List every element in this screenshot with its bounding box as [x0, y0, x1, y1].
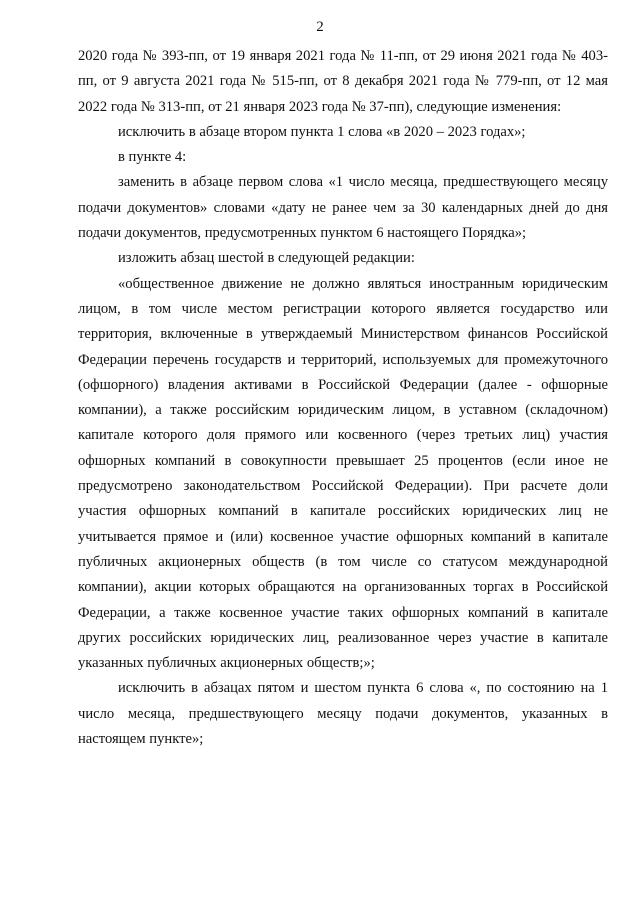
paragraph-amend-point-6: исключить в абзацах пятом и шестом пункта 6 слова «, по состоянию на 1 число месяца, предшествующего месяцу подачи документов, указанных в настоящем пункте»;: [78, 680, 608, 748]
paragraph-new-wording-intro: изложить абзац шестой в следующей редакции:: [118, 250, 415, 267]
document-body: [78, 44, 608, 752]
paragraph-replace-words: заменить в абзаце первом слова «1 число месяца, предшествующего месяцу подачи документов» словами «дату не ранее чем за 30 календарных дней до дня подачи документов, предусмотренных пунктом 6 настоящего Порядка»;: [78, 174, 608, 242]
paragraph-offshore-requirement: «общественное движение не должно являться иностранным юридическим лицом, в том числе местом регистрации которого является государство или территория, включенные в утверждаемый Министерством финансов Российской Федерации перечень государств и территорий, используемых для промежуточного (офшорного) владения активами в Российской Федерации (далее - офшорные компании), а также российским юридическим лицом, в уставном (складочном) капитале которого доля прямого или косвенного (через третьих лиц) участия офшорных компаний в совокупности превышает 25 процентов (если иное не предусмотрено законодательством Российской Федерации). При расчете доли участия офшорных компаний в капитале российских юридических лиц не учитывается прямое и (или) косвенное участие офшорных компаний в капитале публичных акционерных обществ (в том числе со статусом международной компании), акции которых обращаются на организованных торгах в Российской Федерации, а также косвенное участие таких офшорных компаний в капитале других российских юридических лиц, реализованное через участие в капитале указанных публичных акционерных обществ;»;: [78, 275, 608, 672]
paragraph-point-4-heading: в пункте 4:: [118, 149, 187, 166]
page-number: 2: [316, 19, 324, 35]
paragraph-amend-point-1: исключить в абзаце втором пункта 1 слова «в 2020 – 2023 годах»;: [118, 123, 526, 140]
paragraph-intro-continuation: 2020 года № 393-пп, от 19 января 2021 года № 11-пп, от 29 июня 2021 года № 403-пп, от 9 августа 2021 года № 515-пп, от 8 декабря 2021 года № 779-пп, от 12 мая 2022 года № 313-пп, от 21 января 2023 года № 37-пп), следующие изменения:: [78, 48, 608, 115]
